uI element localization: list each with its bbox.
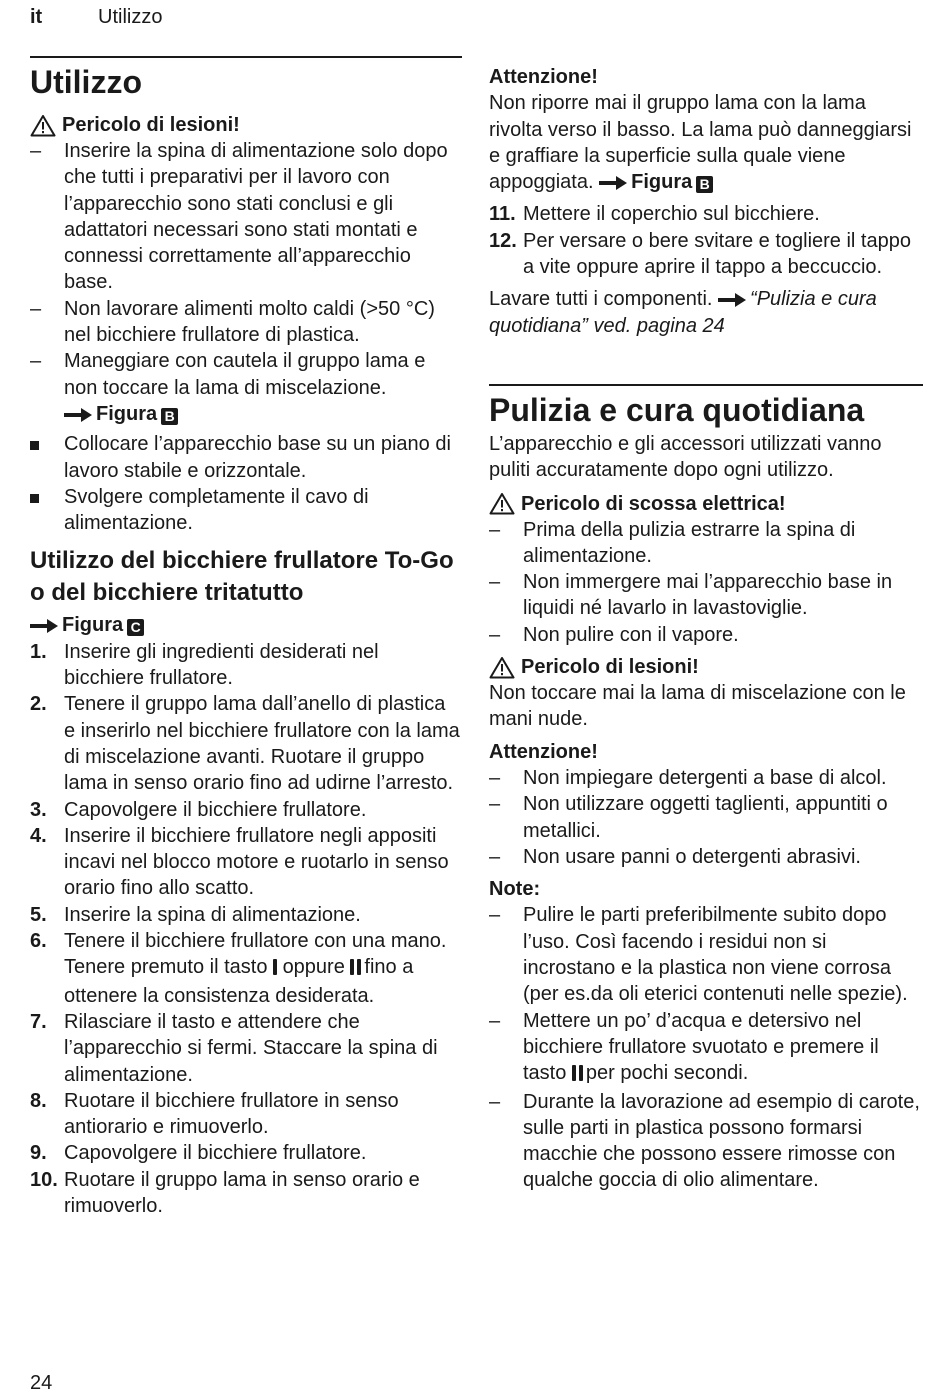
attention-heading: Attenzione! — [489, 740, 598, 763]
figure-letter-badge: C — [127, 619, 144, 636]
step-item: 8. Ruotare il bicchiere frullatore in senso antiorario e rimuoverlo. — [30, 1089, 399, 1139]
list-item: – Durante la lavorazione ad esempio di carote, sulle parti in plastica possono formarsi macchie che possono essere rimosse con qualche goccia di olio alimentare. — [489, 1090, 920, 1192]
warning-icon — [489, 656, 515, 679]
square-bullet-icon — [30, 441, 39, 450]
square-bullet-icon — [30, 494, 39, 503]
arrow-right-icon — [64, 408, 92, 422]
list-item: – Non immergere mai l’apparecchio base in liquidi né lavarlo in lavastoviglie. — [489, 571, 893, 620]
attention-heading: Attenzione! — [489, 66, 598, 88]
cross-reference: Lavare tutti i componenti. “Pulizia e cura quotidiana” ved. pagina 24 — [489, 288, 877, 337]
figure-letter-badge: B — [696, 176, 713, 193]
step-item: 3. Capovolgere il bicchiere frullatore. — [30, 798, 367, 821]
list-item: Svolgere completamente il cavo di alimentazione. — [30, 484, 462, 537]
arrow-right-icon — [599, 176, 627, 190]
list-item: – Non lavorare alimenti molto caldi (>50 °C) nel bicchiere frullatore di plastica. — [30, 297, 435, 347]
list-item: – Maneggiare con cautela il gruppo lama e non toccare la lama di miscelazione. Figura B — [30, 350, 426, 425]
list-item: – Mettere un po’ d’acqua e detersivo nel bicchiere frullatore svuotato e premere il tasto per pochi secondi. — [489, 1008, 923, 1089]
list-item: – Prima della pulizia estrarre la spina di alimentazione. — [489, 518, 856, 567]
figure-reference: Figura B — [599, 171, 713, 193]
list-item: – Non utilizzare oggetti taglienti, appuntiti o metallici. — [489, 793, 888, 842]
figure-reference: Figura B — [64, 403, 178, 425]
intro-text: L’apparecchio e gli accessori utilizzati vanno puliti accuratamente dopo ogni utilizzo. — [489, 433, 882, 482]
speed-2-icon — [572, 1062, 586, 1088]
step-item: 5. Inserire la spina di alimentazione. — [30, 903, 361, 926]
warning-icon — [489, 492, 515, 515]
step-item: 1. Inserire gli ingredienti desiderati nel bicchiere frullatore. — [30, 640, 379, 690]
list-item: – Non impiegare detergenti a base di alcol. — [489, 766, 887, 789]
speed-1-icon — [273, 959, 277, 975]
list-item: – Inserire la spina di alimentazione solo dopo che tutti i preparativi per il lavoro con l’apparecchio sono stati conclusi e gli adattatori necessari sono stati montati e connessi correttamente all’apparecchio base. — [30, 140, 448, 294]
warning-heading: Pericolo di lesioni! — [489, 654, 923, 680]
subsection-title: Utilizzo del bicchiere frullatore To-Go o del bicchiere tritatutto — [30, 547, 454, 607]
warning-heading: Pericolo di lesioni! — [30, 112, 462, 138]
language-code: it — [30, 6, 43, 28]
list-item: Collocare l’apparecchio base su un piano di lavoro stabile e orizzontale. — [30, 431, 462, 484]
step-item: 10. Ruotare il gruppo lama in senso orario e rimuoverlo. — [30, 1168, 420, 1217]
arrow-right-icon — [30, 619, 58, 633]
page-reference-link[interactable]: “Pulizia e cura quotidiana” ved. pagina 24 — [489, 288, 877, 337]
divider — [489, 384, 923, 386]
list-item: – Non pulire con il vapore. — [489, 623, 739, 646]
section-title: Utilizzo — [30, 64, 142, 100]
step-item: 11. Mettere il coperchio sul bicchiere. — [489, 203, 820, 226]
step-item: 12. Per versare o bere svitare e togliere il tappo a vite oppure aprire il tappo a beccuccio. — [489, 229, 911, 279]
step-item: 7. Rilasciare il tasto e attendere che l’apparecchio si fermi. Staccare la spina di alimentazione. — [30, 1010, 438, 1086]
section-title: Pulizia e cura quotidiana — [489, 392, 865, 428]
speed-2-icon — [350, 956, 364, 982]
note-heading: Note: — [489, 878, 541, 901]
step-item: 9. Capovolgere il bicchiere frullatore. — [30, 1142, 367, 1165]
figure-reference: Figura C — [30, 614, 144, 636]
warning-text: Non toccare mai la lama di miscelazione con le mani nude. — [489, 682, 906, 731]
step-item: 4. Inserire il bicchiere frullatore negli appositi incavi nel blocco motore e ruotarlo in senso orario fino allo scatto. — [30, 824, 449, 900]
step-item: 2. Tenere il gruppo lama dall’anello di plastica e inserirlo nel bicchiere frullatore con la lama di miscelazione avanti. Ruotare il gruppo lama in senso orario fino ad udirne l’arresto. — [30, 693, 460, 795]
attention-text: Non riporre mai il gruppo lama con la lama rivolta verso il basso. La lama può danneggiarsi e graffiare la superficie sulla quale viene appoggiata. Figura B — [489, 92, 912, 194]
warning-heading: Pericolo di scossa elettrica! — [489, 491, 923, 517]
figure-letter-badge: B — [161, 408, 178, 425]
divider — [30, 56, 462, 58]
section-name: Utilizzo — [98, 6, 163, 28]
warning-icon — [30, 114, 56, 137]
page-header — [30, 6, 163, 29]
list-item: – Non usare panni o detergenti abrasivi. — [489, 845, 861, 868]
list-item: – Pulire le parti preferibilmente subito dopo l’uso. Così facendo i residui non si incrostano e la plastica non viene corrosa (per es.da oli eterici contenuti nelle spezie). — [489, 904, 908, 1006]
arrow-right-icon — [718, 293, 746, 307]
page-number: 24 — [30, 1372, 53, 1394]
step-item: 6. Tenere il bicchiere frullatore con una mano. Tenere premuto il tasto oppure fino a ottenere la consistenza desiderata. — [30, 930, 447, 1007]
